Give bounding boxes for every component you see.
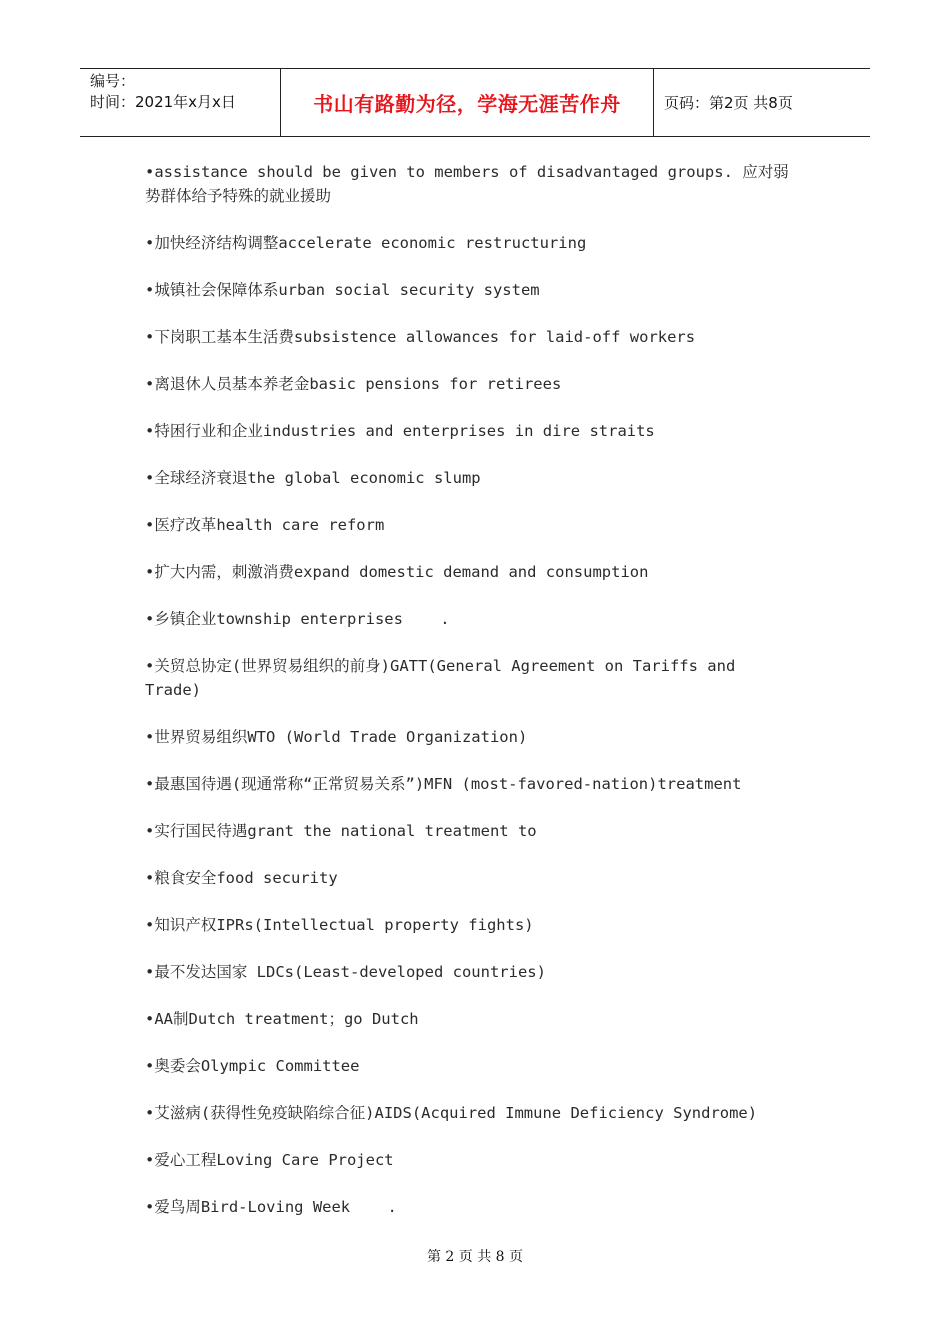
entry-text: •爱心工程Loving Care Project bbox=[145, 1151, 394, 1169]
glossary-entry bbox=[145, 372, 810, 396]
entry-text: •特困行业和企业industries and enterprises in dire straits bbox=[145, 422, 655, 440]
glossary-list bbox=[145, 160, 810, 1242]
entry-text: •乡镇企业township enterprises . bbox=[145, 610, 450, 628]
entry-text: •实行国民待遇grant the national treatment to bbox=[145, 822, 537, 840]
glossary-entry bbox=[145, 725, 810, 749]
glossary-entry bbox=[145, 278, 810, 302]
glossary-entry bbox=[145, 1195, 810, 1219]
entry-text: •全球经济衰退the global economic slump bbox=[145, 469, 481, 487]
glossary-entry bbox=[145, 960, 810, 984]
header-motto-cell bbox=[281, 69, 654, 136]
header-page-code: 页码：第2页 共8页 bbox=[664, 94, 793, 112]
glossary-entry bbox=[145, 560, 810, 584]
header-page-code-cell bbox=[654, 69, 870, 136]
entry-text: •医疗改革health care reform bbox=[145, 516, 385, 534]
entry-continuation: Trade) bbox=[145, 681, 201, 699]
entry-text: •艾滋病(获得性免疫缺陷综合征)AIDS(Acquired Immune Deficiency Syndrome) bbox=[145, 1104, 758, 1122]
entry-text: •assistance should be given to members of disadvantaged groups. 应对弱 bbox=[145, 163, 789, 181]
entry-text: •关贸总协定(世界贸易组织的前身)GATT(General Agreement on Tariffs and bbox=[145, 657, 736, 675]
entry-text: •最不发达国家 LDCs(Least-developed countries) bbox=[145, 963, 546, 981]
glossary-entry bbox=[145, 1148, 810, 1172]
entry-text: •离退休人员基本养老金basic pensions for retirees bbox=[145, 375, 562, 393]
glossary-entry bbox=[145, 1054, 810, 1078]
glossary-entry bbox=[145, 607, 810, 631]
header-number-label: 编号： bbox=[90, 72, 136, 90]
entry-text: •下岗职工基本生活费subsistence allowances for laid-off workers bbox=[145, 328, 696, 346]
glossary-entry bbox=[145, 772, 810, 796]
footer-page-number: 第 2 页 共 8 页 bbox=[426, 1249, 524, 1265]
glossary-entry bbox=[145, 325, 810, 349]
entry-text: •知识产权IPRs(Intellectual property fights) bbox=[145, 916, 534, 934]
glossary-entry bbox=[145, 231, 810, 255]
entry-text: •奥委会Olympic Committee bbox=[145, 1057, 360, 1075]
glossary-entry bbox=[145, 466, 810, 490]
entry-text: •爱鸟周Bird-Loving Week . bbox=[145, 1198, 397, 1216]
glossary-entry bbox=[145, 513, 810, 537]
glossary-entry bbox=[145, 866, 810, 890]
glossary-entry bbox=[145, 654, 810, 702]
page-header bbox=[80, 68, 870, 137]
glossary-entry bbox=[145, 1101, 810, 1125]
header-time-label: 时间：2021年x月x日 bbox=[90, 93, 236, 111]
glossary-entry bbox=[145, 160, 810, 208]
glossary-entry bbox=[145, 419, 810, 443]
entry-text: •AA制Dutch treatment；go Dutch bbox=[145, 1010, 419, 1028]
glossary-entry bbox=[145, 1007, 810, 1031]
page-footer bbox=[0, 1246, 950, 1266]
entry-text: •粮食安全food security bbox=[145, 869, 338, 887]
entry-continuation: 势群体给予特殊的就业援助 bbox=[145, 187, 332, 205]
glossary-entry bbox=[145, 913, 810, 937]
entry-text: •城镇社会保障体系urban social security system bbox=[145, 281, 540, 299]
entry-text: •世界贸易组织WTO (World Trade Organization) bbox=[145, 728, 528, 746]
entry-text: •扩大内需，刺激消费expand domestic demand and consumption bbox=[145, 563, 649, 581]
header-meta bbox=[80, 69, 281, 136]
glossary-entry bbox=[145, 819, 810, 843]
header-motto: 书山有路勤为径，学海无涯苦作舟 bbox=[313, 92, 621, 116]
entry-text: •加快经济结构调整accelerate economic restructuring bbox=[145, 234, 587, 252]
entry-text: •最惠国待遇(现通常称“正常贸易关系”)MFN (most-favored-nation)treatment bbox=[145, 775, 742, 793]
